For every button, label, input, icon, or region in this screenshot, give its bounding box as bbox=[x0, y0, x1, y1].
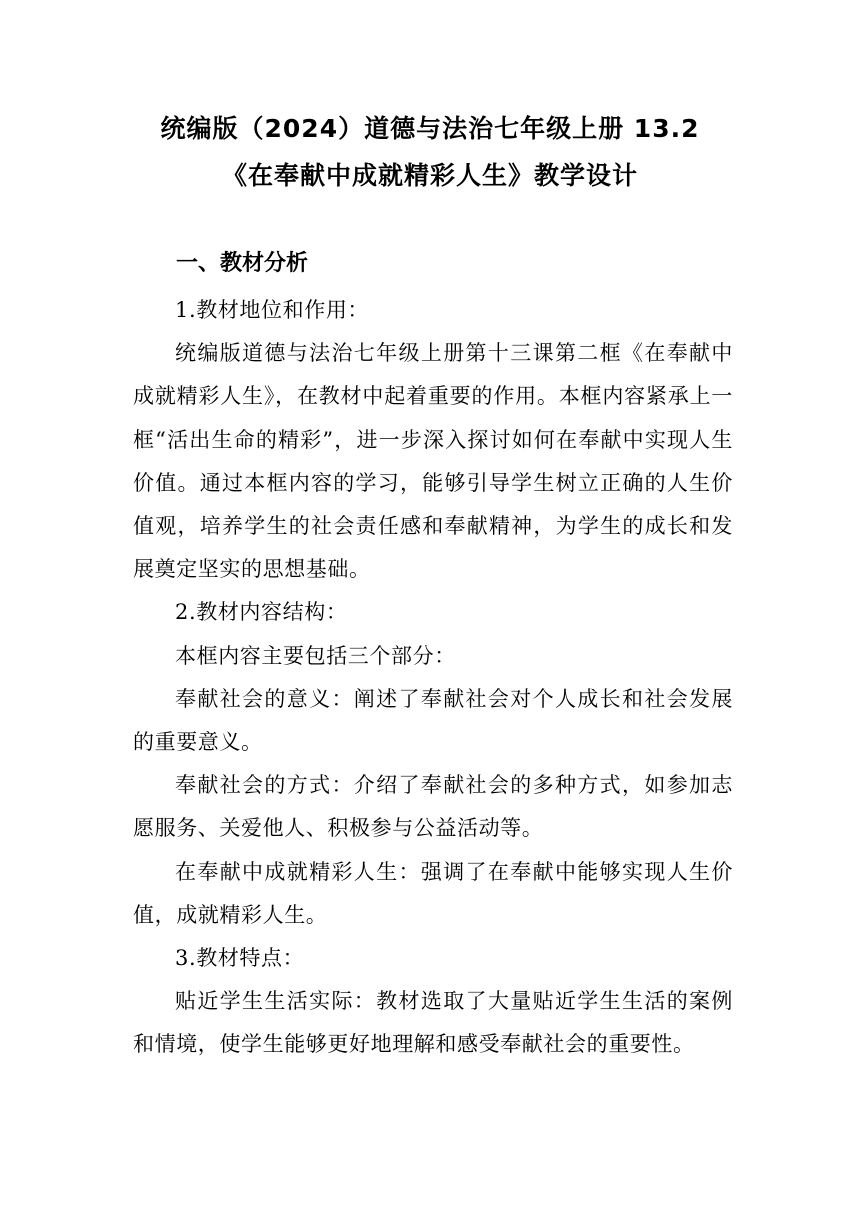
subheading-content-structure: 2.教材内容结构： bbox=[175, 600, 348, 625]
paragraph-significance: 奉献社会的意义：阐述了奉献社会对个人成长和社会发展的重要意义。 bbox=[133, 686, 733, 755]
document-title-line1: 统编版（2024）道德与法治七年级上册 13.2 bbox=[160, 114, 700, 143]
paragraph-close-to-life: 贴近学生生活实际：教材选取了大量贴近学生生活的案例和情境，使学生能够更好地理解和感受奉献社会的重要性。 bbox=[133, 989, 733, 1057]
document-body bbox=[133, 289, 733, 1067]
document-title-line2: 《在奉献中成就精彩人生》教学设计 bbox=[221, 161, 638, 190]
subheading-position-role: 1.教材地位和作用： bbox=[175, 298, 370, 322]
paragraph-fulfilling-life: 在奉献中成就精彩人生：强调了在奉献中能够实现人生价值，成就精彩人生。 bbox=[133, 859, 733, 927]
section-heading-textbook-analysis: 一、教材分析 bbox=[176, 251, 309, 276]
subheading-features: 3.教材特点： bbox=[175, 946, 305, 971]
paragraph-position-role: 统编版道德与法治七年级上册第十三课第二框《在奉献中成就精彩人生》，在教材中起着重要的作用。本框内容紧承上一框“活出生命的精彩”，进一步深入探讨如何在奉献中实现人生价值。通过本框内容的学习，能够引导学生树立正确的人生价值观，培养学生的社会责任感和奉献精神，为学生的成长和发展奠定坚实的思想基础。 bbox=[133, 341, 733, 582]
paragraph-methods: 奉献社会的方式：介绍了奉献社会的多种方式，如参加志愿服务、关爱他人、积极参与公益活动等。 bbox=[133, 773, 733, 841]
paragraph-three-parts: 本框内容主要包括三个部分： bbox=[175, 643, 456, 668]
